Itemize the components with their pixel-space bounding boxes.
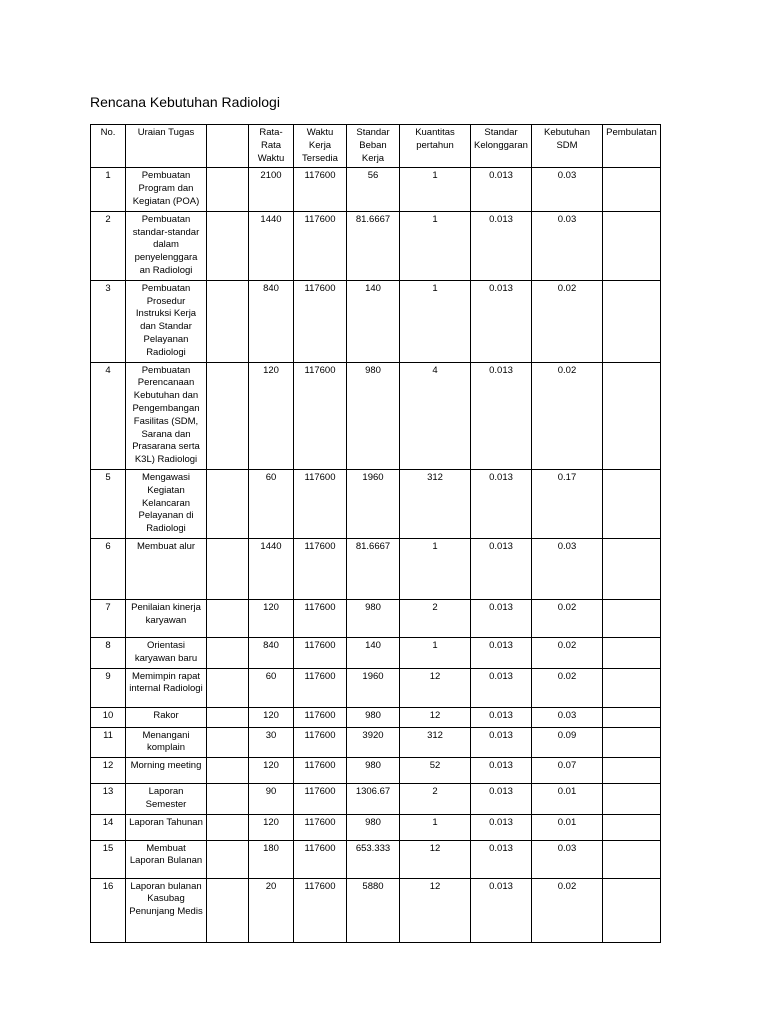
cell-rata: 2100 <box>249 168 294 211</box>
cell-kebutuhan: 0.07 <box>532 758 603 784</box>
cell-kuantitas: 12 <box>400 878 471 942</box>
header-no: No. <box>91 125 126 168</box>
table-row <box>91 758 661 784</box>
cell-pembulatan <box>603 280 661 362</box>
cell-waktu: 117600 <box>294 814 347 840</box>
cell-uraian: Pembuatan Prosedur Instruksi Kerja dan Standar Pelayanan Radiologi <box>126 280 207 362</box>
cell-uraian: Pembuatan Perencanaan Kebutuhan dan Pengembangan Fasilitas (SDM, Sarana dan Prasarana serta K3L) Radiologi <box>126 362 207 469</box>
cell-beban: 140 <box>347 280 400 362</box>
cell-kebutuhan: 0.02 <box>532 637 603 668</box>
table-row <box>91 727 661 758</box>
cell-waktu: 117600 <box>294 637 347 668</box>
cell-waktu: 117600 <box>294 599 347 637</box>
cell-kelonggaran: 0.013 <box>471 637 532 668</box>
cell-beban: 980 <box>347 758 400 784</box>
cell-beban: 653.333 <box>347 840 400 878</box>
header-kuantitas-pertahun: Kuantitas pertahun <box>400 125 471 168</box>
cell-kebutuhan: 0.01 <box>532 814 603 840</box>
cell-rata: 20 <box>249 878 294 942</box>
cell-pembulatan <box>603 668 661 707</box>
cell-kuantitas: 1 <box>400 637 471 668</box>
table-row <box>91 538 661 599</box>
cell-kelonggaran: 0.013 <box>471 280 532 362</box>
cell-beban: 980 <box>347 599 400 637</box>
cell-kuantitas: 52 <box>400 758 471 784</box>
table-row <box>91 784 661 815</box>
cell-kelonggaran: 0.013 <box>471 362 532 469</box>
cell-beban: 980 <box>347 707 400 727</box>
cell-pembulatan <box>603 758 661 784</box>
cell-spacer <box>207 211 249 280</box>
cell-spacer <box>207 668 249 707</box>
cell-pembulatan <box>603 707 661 727</box>
cell-waktu: 117600 <box>294 211 347 280</box>
cell-uraian: Laporan Tahunan <box>126 814 207 840</box>
cell-pembulatan <box>603 637 661 668</box>
cell-kebutuhan: 0.03 <box>532 538 603 599</box>
cell-uraian: Menangani komplain <box>126 727 207 758</box>
header-spacer <box>207 125 249 168</box>
cell-kuantitas: 1 <box>400 168 471 211</box>
cell-no: 6 <box>91 538 126 599</box>
cell-no: 10 <box>91 707 126 727</box>
cell-kuantitas: 312 <box>400 469 471 538</box>
cell-beban: 56 <box>347 168 400 211</box>
cell-rata: 120 <box>249 707 294 727</box>
cell-no: 2 <box>91 211 126 280</box>
cell-kebutuhan: 0.17 <box>532 469 603 538</box>
cell-uraian: Memimpin rapat internal Radiologi <box>126 668 207 707</box>
cell-pembulatan <box>603 727 661 758</box>
cell-waktu: 117600 <box>294 280 347 362</box>
cell-spacer <box>207 758 249 784</box>
cell-beban: 980 <box>347 814 400 840</box>
cell-no: 8 <box>91 637 126 668</box>
table-row <box>91 280 661 362</box>
cell-kuantitas: 4 <box>400 362 471 469</box>
cell-waktu: 117600 <box>294 784 347 815</box>
cell-uraian: Rakor <box>126 707 207 727</box>
cell-beban: 980 <box>347 362 400 469</box>
cell-kuantitas: 1 <box>400 280 471 362</box>
cell-pembulatan <box>603 840 661 878</box>
table-row <box>91 469 661 538</box>
cell-no: 11 <box>91 727 126 758</box>
cell-kelonggaran: 0.013 <box>471 784 532 815</box>
cell-waktu: 117600 <box>294 668 347 707</box>
table-row <box>91 814 661 840</box>
cell-kebutuhan: 0.02 <box>532 280 603 362</box>
cell-no: 9 <box>91 668 126 707</box>
cell-no: 3 <box>91 280 126 362</box>
cell-no: 15 <box>91 840 126 878</box>
cell-spacer <box>207 168 249 211</box>
cell-waktu: 117600 <box>294 362 347 469</box>
cell-kuantitas: 12 <box>400 668 471 707</box>
cell-kebutuhan: 0.03 <box>532 707 603 727</box>
cell-rata: 60 <box>249 668 294 707</box>
cell-rata: 120 <box>249 758 294 784</box>
cell-kuantitas: 1 <box>400 814 471 840</box>
cell-spacer <box>207 814 249 840</box>
cell-uraian: Laporan Semester <box>126 784 207 815</box>
cell-no: 12 <box>91 758 126 784</box>
cell-kebutuhan: 0.02 <box>532 599 603 637</box>
cell-rata: 120 <box>249 599 294 637</box>
cell-kelonggaran: 0.013 <box>471 814 532 840</box>
cell-pembulatan <box>603 362 661 469</box>
cell-no: 14 <box>91 814 126 840</box>
table-row <box>91 840 661 878</box>
cell-rata: 180 <box>249 840 294 878</box>
cell-no: 5 <box>91 469 126 538</box>
cell-uraian: Morning meeting <box>126 758 207 784</box>
header-kebutuhan-sdm: Kebutuhan SDM <box>532 125 603 168</box>
cell-kelonggaran: 0.013 <box>471 668 532 707</box>
table-row <box>91 637 661 668</box>
cell-pembulatan <box>603 211 661 280</box>
cell-waktu: 117600 <box>294 538 347 599</box>
table-row <box>91 599 661 637</box>
table-row <box>91 362 661 469</box>
table-row <box>91 668 661 707</box>
cell-pembulatan <box>603 878 661 942</box>
cell-kebutuhan: 0.02 <box>532 668 603 707</box>
cell-spacer <box>207 469 249 538</box>
cell-pembulatan <box>603 599 661 637</box>
cell-kebutuhan: 0.03 <box>532 840 603 878</box>
cell-uraian: Laporan bulanan Kasubag Penunjang Medis <box>126 878 207 942</box>
cell-no: 16 <box>91 878 126 942</box>
cell-kelonggaran: 0.013 <box>471 840 532 878</box>
table-row <box>91 878 661 942</box>
workload-table <box>90 124 661 943</box>
cell-uraian: Pembuatan standar-standar dalam penyelenggara an Radiologi <box>126 211 207 280</box>
table-row <box>91 707 661 727</box>
cell-kebutuhan: 0.03 <box>532 168 603 211</box>
cell-rata: 30 <box>249 727 294 758</box>
cell-waktu: 117600 <box>294 727 347 758</box>
cell-rata: 120 <box>249 362 294 469</box>
cell-kebutuhan: 0.01 <box>532 784 603 815</box>
cell-waktu: 117600 <box>294 878 347 942</box>
cell-rata: 1440 <box>249 211 294 280</box>
cell-beban: 140 <box>347 637 400 668</box>
cell-no: 4 <box>91 362 126 469</box>
cell-beban: 1960 <box>347 668 400 707</box>
cell-kuantitas: 2 <box>400 599 471 637</box>
table-row <box>91 168 661 211</box>
cell-pembulatan <box>603 538 661 599</box>
cell-kelonggaran: 0.013 <box>471 727 532 758</box>
cell-waktu: 117600 <box>294 758 347 784</box>
cell-spacer <box>207 878 249 942</box>
cell-kuantitas: 1 <box>400 211 471 280</box>
cell-uraian: Penilaian kinerja karyawan <box>126 599 207 637</box>
cell-uraian: Membuat alur <box>126 538 207 599</box>
cell-no: 7 <box>91 599 126 637</box>
document-title: Rencana Kebutuhan Radiologi <box>90 94 280 110</box>
cell-kebutuhan: 0.09 <box>532 727 603 758</box>
cell-spacer <box>207 362 249 469</box>
cell-kelonggaran: 0.013 <box>471 758 532 784</box>
cell-rata: 1440 <box>249 538 294 599</box>
cell-beban: 3920 <box>347 727 400 758</box>
cell-pembulatan <box>603 784 661 815</box>
cell-spacer <box>207 538 249 599</box>
cell-kuantitas: 1 <box>400 538 471 599</box>
cell-kelonggaran: 0.013 <box>471 168 532 211</box>
cell-kebutuhan: 0.02 <box>532 878 603 942</box>
cell-kuantitas: 2 <box>400 784 471 815</box>
cell-kelonggaran: 0.013 <box>471 599 532 637</box>
cell-kuantitas: 12 <box>400 840 471 878</box>
table-row <box>91 211 661 280</box>
cell-kebutuhan: 0.02 <box>532 362 603 469</box>
cell-uraian: Orientasi karyawan baru <box>126 637 207 668</box>
cell-rata: 90 <box>249 784 294 815</box>
cell-spacer <box>207 727 249 758</box>
cell-kelonggaran: 0.013 <box>471 469 532 538</box>
cell-waktu: 117600 <box>294 469 347 538</box>
cell-spacer <box>207 599 249 637</box>
table-header-row <box>91 125 661 168</box>
cell-kuantitas: 12 <box>400 707 471 727</box>
cell-beban: 81.6667 <box>347 538 400 599</box>
header-standar-beban-kerja: Standar Beban Kerja <box>347 125 400 168</box>
cell-waktu: 117600 <box>294 840 347 878</box>
cell-kelonggaran: 0.013 <box>471 707 532 727</box>
cell-uraian: Mengawasi Kegiatan Kelancaran Pelayanan di Radiologi <box>126 469 207 538</box>
cell-beban: 1306.67 <box>347 784 400 815</box>
cell-beban: 5880 <box>347 878 400 942</box>
cell-rata: 60 <box>249 469 294 538</box>
header-standar-kelonggaran: Standar Kelonggaran <box>471 125 532 168</box>
cell-waktu: 117600 <box>294 707 347 727</box>
cell-beban: 81.6667 <box>347 211 400 280</box>
header-uraian-tugas: Uraian Tugas <box>126 125 207 168</box>
cell-spacer <box>207 840 249 878</box>
header-rata-rata-waktu: Rata-Rata Waktu <box>249 125 294 168</box>
header-waktu-kerja-tersedia: Waktu Kerja Tersedia <box>294 125 347 168</box>
cell-rata: 120 <box>249 814 294 840</box>
cell-spacer <box>207 707 249 727</box>
cell-rata: 840 <box>249 280 294 362</box>
cell-kelonggaran: 0.013 <box>471 538 532 599</box>
cell-spacer <box>207 637 249 668</box>
cell-uraian: Pembuatan Program dan Kegiatan (POA) <box>126 168 207 211</box>
cell-pembulatan <box>603 168 661 211</box>
cell-rata: 840 <box>249 637 294 668</box>
cell-pembulatan <box>603 814 661 840</box>
cell-kelonggaran: 0.013 <box>471 878 532 942</box>
cell-kelonggaran: 0.013 <box>471 211 532 280</box>
cell-beban: 1960 <box>347 469 400 538</box>
cell-waktu: 117600 <box>294 168 347 211</box>
header-pembulatan: Pembulatan <box>603 125 661 168</box>
cell-kuantitas: 312 <box>400 727 471 758</box>
cell-kebutuhan: 0.03 <box>532 211 603 280</box>
cell-spacer <box>207 280 249 362</box>
cell-no: 1 <box>91 168 126 211</box>
cell-pembulatan <box>603 469 661 538</box>
cell-no: 13 <box>91 784 126 815</box>
cell-uraian: Membuat Laporan Bulanan <box>126 840 207 878</box>
cell-spacer <box>207 784 249 815</box>
